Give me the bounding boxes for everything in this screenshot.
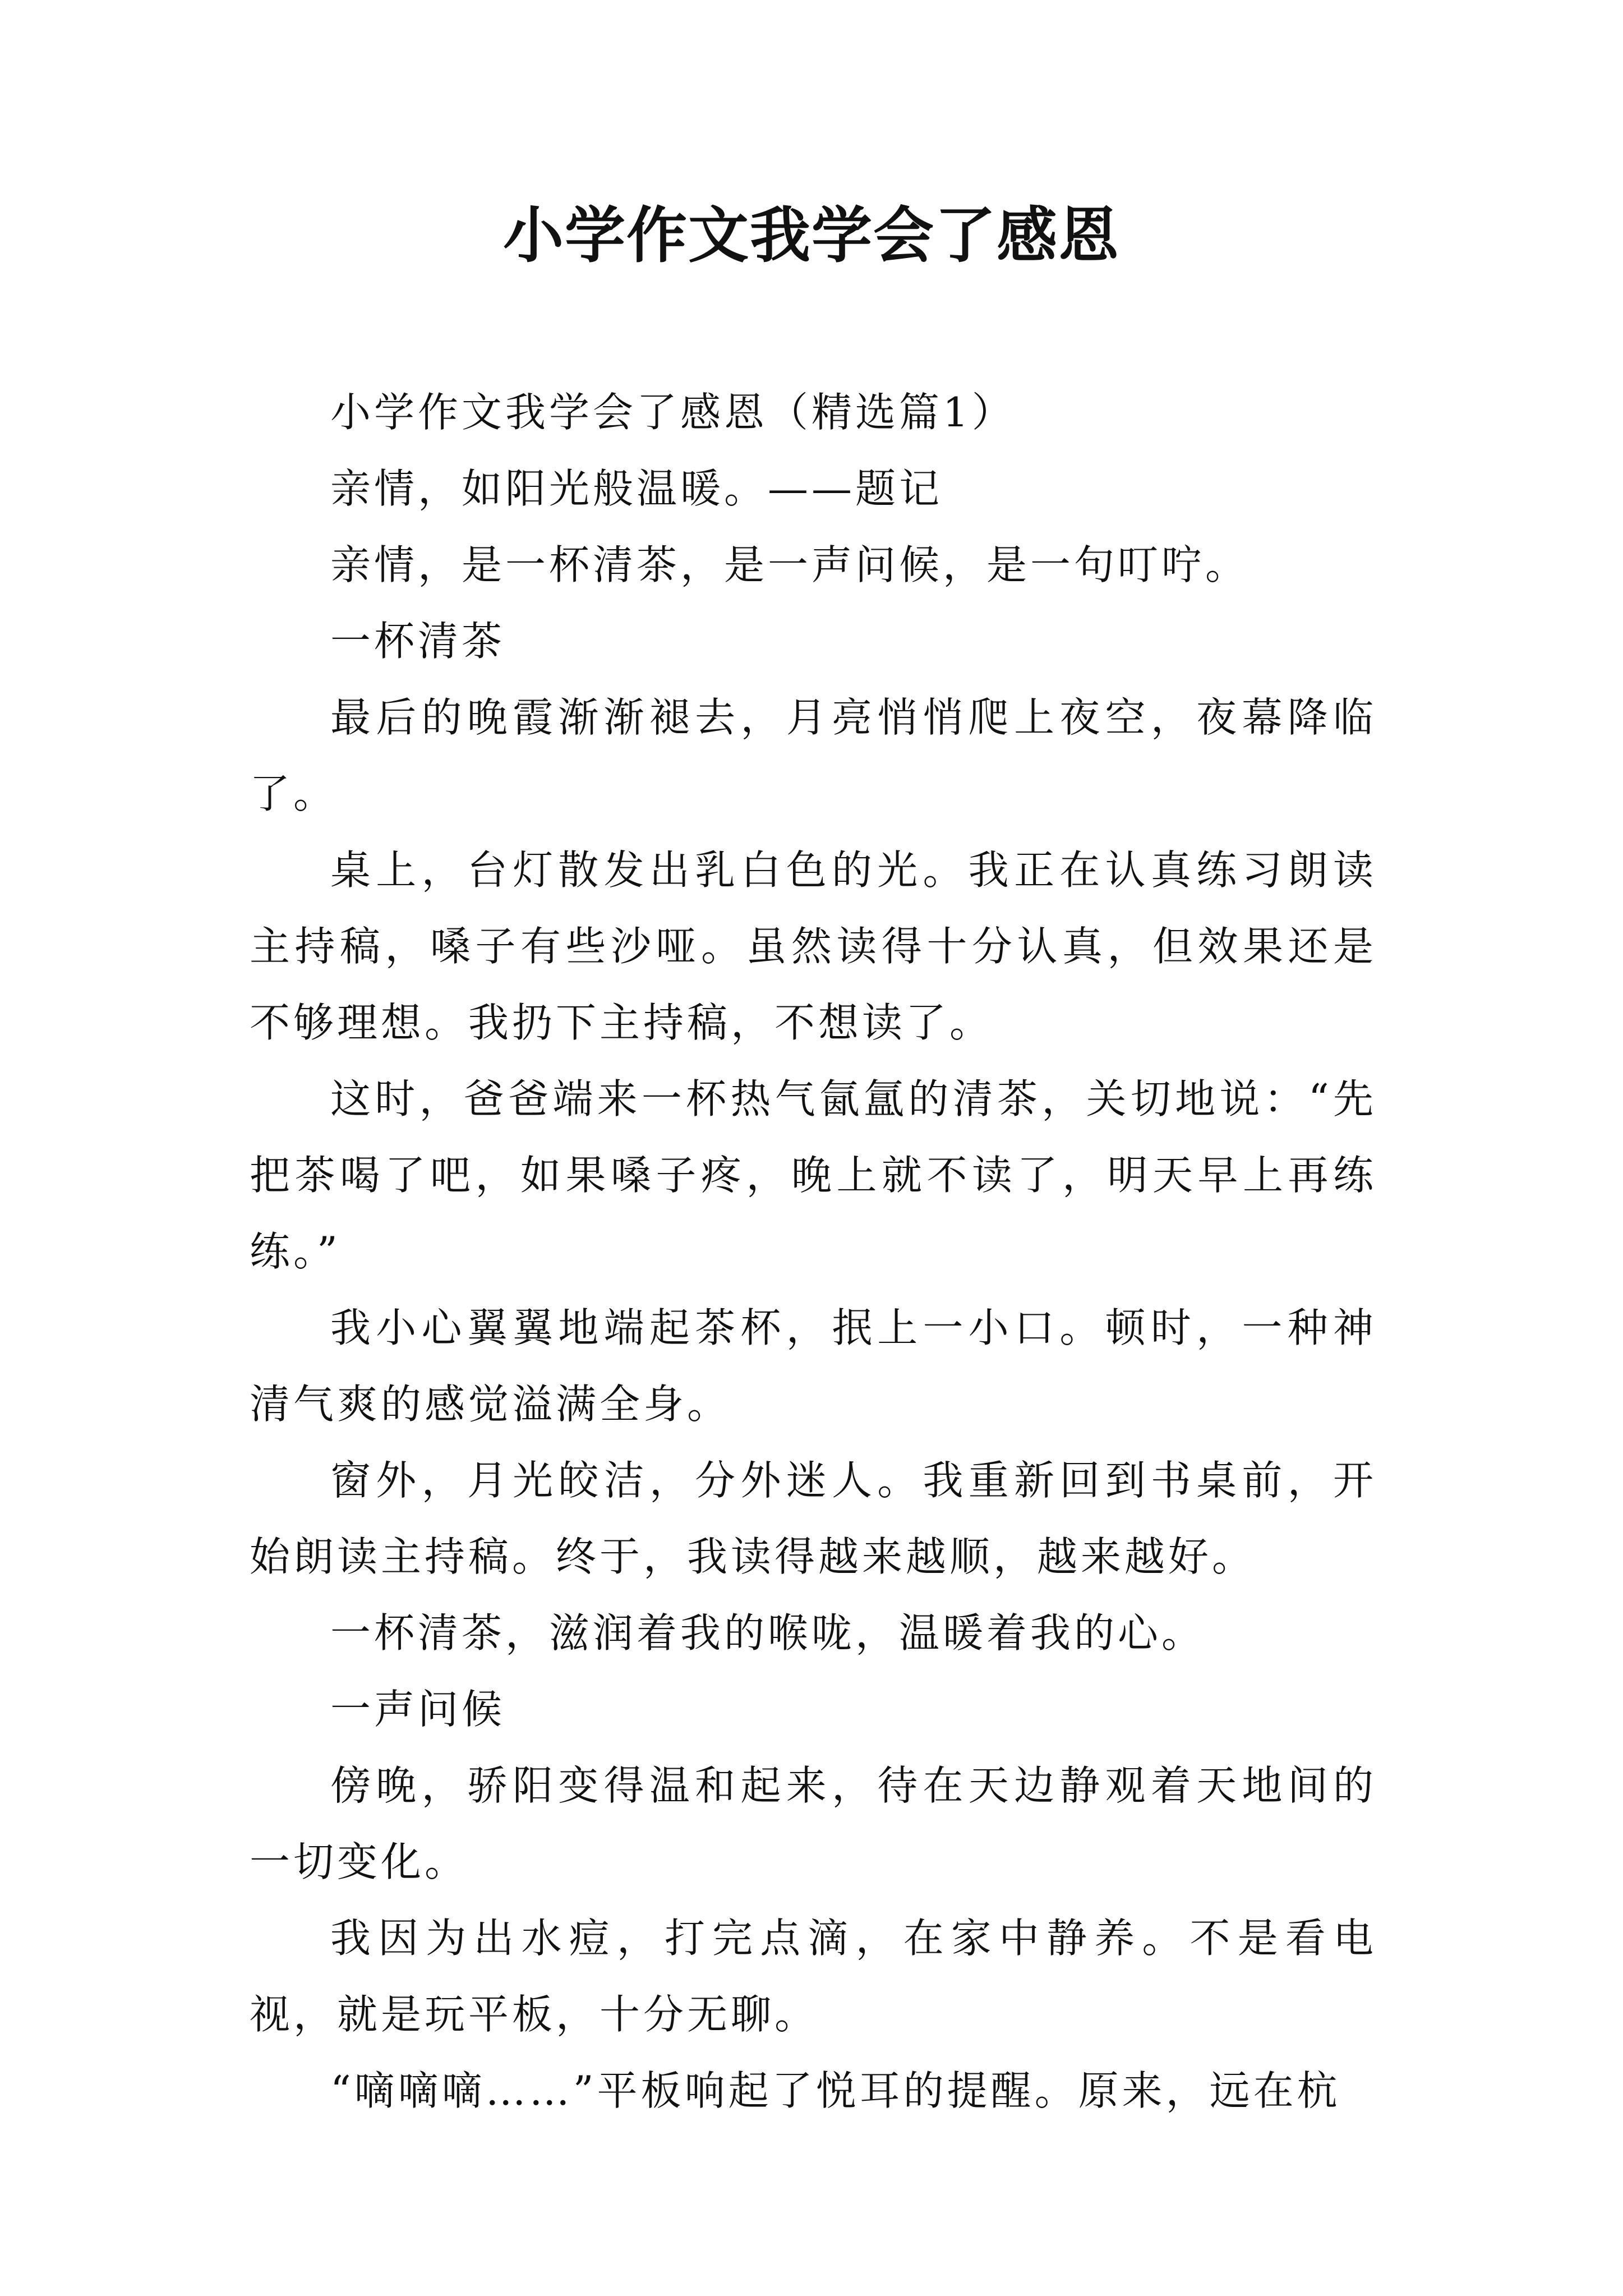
paragraph: 傍晚，骄阳变得温和起来，待在天边静观着天地间的一切变化。 — [250, 1762, 1377, 1885]
paragraph: 窗外，月光皎洁，分外迷人。我重新回到书桌前，开始朗读主持稿。终于，我读得越来越顺，越来越好。 — [250, 1457, 1377, 1580]
paragraph: 这时，爸爸端来一杯热气氤氲的清茶，关切地说：“先把茶喝了吧，如果嗓子疼，晚上就不读了，明天早上再练练。” — [250, 1075, 1377, 1275]
document-title: 小学作文我学会了感恩 — [502, 200, 1120, 271]
paragraph: 一杯清茶 — [330, 618, 506, 665]
paragraph: 我因为出水痘，打完点滴，在家中静养。不是看电视，就是玩平板，十分无聊。 — [250, 1915, 1377, 2038]
paragraph: 一杯清茶，滋润着我的喉咙，温暖着我的心。 — [330, 1609, 1206, 1657]
paragraph: 亲情，是一杯清茶，是一声问候，是一句叮咛。 — [330, 541, 1249, 588]
paragraph: “嘀嘀嘀……”平板响起了悦耳的提醒。原来，远在杭 — [330, 2067, 1341, 2114]
paragraph: 最后的晚霞渐渐褪去，月亮悄悄爬上夜空，夜幕降临了。 — [250, 694, 1377, 817]
paragraph: 一声问候 — [330, 1686, 506, 1733]
document-body — [250, 374, 1377, 2129]
paragraph: 我小心翼翼地端起茶杯，抿上一小口。顿时，一种神清气爽的感觉溢满全身。 — [250, 1304, 1377, 1428]
paragraph: 桌上，台灯散发出乳白色的光。我正在认真练习朗读主持稿，嗓子有些沙哑。虽然读得十分认真，但效果还是不够理想。我扔下主持稿，不想读了。 — [250, 846, 1377, 1046]
paragraph: 小学作文我学会了感恩（精选篇1） — [330, 389, 1016, 436]
paragraph: 亲情，如阳光般温暖。——题记 — [330, 465, 943, 512]
